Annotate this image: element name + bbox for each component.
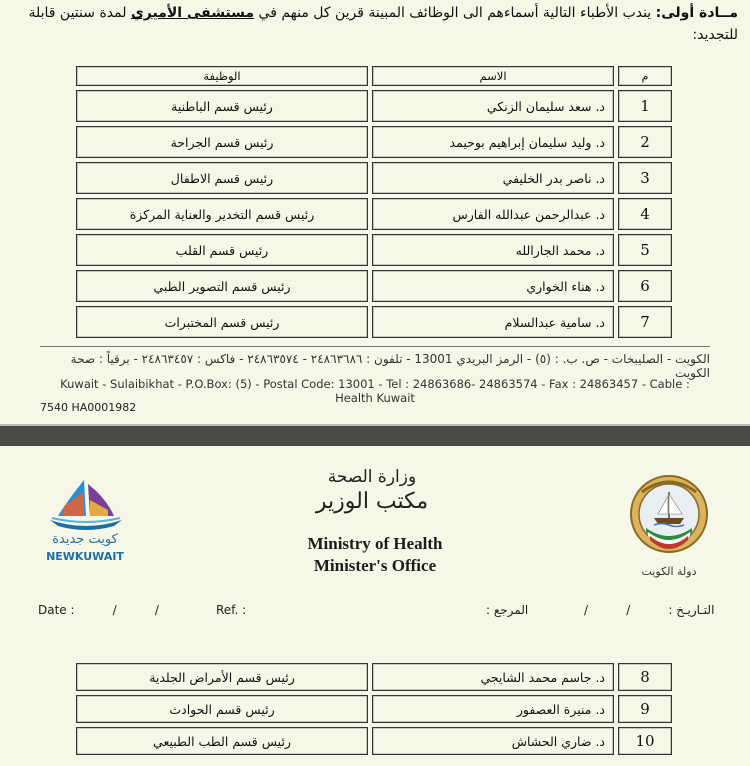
new-kuwait-english-label: NEWKUWAIT <box>46 550 124 563</box>
assignments-table-continued <box>72 659 676 759</box>
table-row <box>76 663 672 691</box>
row-name: د. محمد الجارالله <box>372 234 614 266</box>
row-num: 9 <box>618 695 672 723</box>
table-row <box>76 270 672 302</box>
row-name: د. منيرة العصفور <box>372 695 614 723</box>
header-num: م <box>618 66 672 86</box>
row-name: د. سعد سليمان الزنكي <box>372 90 614 122</box>
header-job: الوظيفة <box>76 66 368 86</box>
row-job: رئيس قسم الحوادث <box>76 695 368 723</box>
ref-field-english: Ref. : <box>216 603 247 617</box>
header-name: الاسم <box>372 66 614 86</box>
row-num: 5 <box>618 234 672 266</box>
article-one-paragraph <box>12 2 738 46</box>
ministry-english: Ministry of Health <box>307 534 443 553</box>
article-text-end: لمدة سنتين قابلة للتجديد: <box>28 5 738 43</box>
table-row <box>76 234 672 266</box>
row-job: رئيس قسم القلب <box>76 234 368 266</box>
row-job: رئيس قسم التخدير والعناية المركزة <box>76 198 368 230</box>
table-row <box>76 126 672 158</box>
date-field-arabic: التـاريـخ : / / <box>584 603 715 617</box>
table-row <box>76 727 672 755</box>
new-kuwait-arabic-label: كويت جديدة <box>52 532 118 547</box>
row-num: 8 <box>618 663 672 691</box>
ministry-arabic: وزارة الصحة <box>327 467 417 487</box>
minister-office-english: Minister's Office <box>313 556 437 575</box>
row-name: د. عبدالرحمن عبدالله الفارس <box>372 198 614 230</box>
row-name: د. سامية عبدالسلام <box>372 306 614 338</box>
date-field-english: Date : / / <box>38 603 159 617</box>
new-kuwait-logo-icon <box>42 476 128 532</box>
state-of-kuwait-label: دولة الكويت <box>641 565 697 578</box>
row-num: 4 <box>618 198 672 230</box>
table-row <box>76 162 672 194</box>
table-row <box>76 90 672 122</box>
row-job: رئيس قسم الأمراض الجلدية <box>76 663 368 691</box>
row-num: 1 <box>618 90 672 122</box>
table-row <box>76 198 672 230</box>
form-code: 7540 HA0001982 <box>40 401 137 414</box>
footer-address-arabic: الكويت - الصليبخات - ص. ب. : (٥) - الرمز البريدي 13001 - تلفون : ٢٤٨٦٣٦٨٦ - ٢٤٨٦٣٥٧٤ - فاكس : ٢٤٨٦٣٤٥٧ - برقياً : صحة الكويت <box>70 352 710 380</box>
row-num: 7 <box>618 306 672 338</box>
ref-field-arabic: المرجع : <box>486 603 529 617</box>
row-name: د. ضاري الحشاش <box>372 727 614 755</box>
row-job: رئيس قسم الباطنية <box>76 90 368 122</box>
row-num: 3 <box>618 162 672 194</box>
table-row <box>76 695 672 723</box>
hospital-name: مستشفى الأميري <box>130 5 255 21</box>
row-name: د. وليد سليمان إبراهيم بوحيمد <box>372 126 614 158</box>
row-job: رئيس قسم المختبرات <box>76 306 368 338</box>
row-num: 2 <box>618 126 672 158</box>
row-num: 10 <box>618 727 672 755</box>
row-name: د. هناء الخواري <box>372 270 614 302</box>
minister-office-arabic: مكتب الوزير <box>315 489 429 514</box>
row-name: د. جاسم محمد الشايجي <box>372 663 614 691</box>
kuwait-emblem-icon <box>628 470 710 564</box>
row-job: رئيس قسم الطب الطبيعي <box>76 727 368 755</box>
article-text-start: يندب الأطباء التالية أسماءهم الى الوظائف المبينة قرين كل منهم في <box>254 5 656 21</box>
table-header-row <box>76 66 672 86</box>
row-job: رئيس قسم الاطفال <box>76 162 368 194</box>
footer-divider <box>40 346 710 347</box>
article-label: مــادة أولى: <box>655 5 738 21</box>
row-num: 6 <box>618 270 672 302</box>
ministry-arabic-heading <box>292 466 452 516</box>
row-job: رئيس قسم التصوير الطبي <box>76 270 368 302</box>
table-row <box>76 306 672 338</box>
row-job: رئيس قسم الجراحة <box>76 126 368 158</box>
assignments-table <box>72 62 676 342</box>
row-name: د. ناصر بدر الخليفي <box>372 162 614 194</box>
footer-address-english: Kuwait - Sulaibikhat - P.O.Box: (5) - Postal Code: 13001 - Tel : 24863686- 24863574 - Fax : 24863457 - Cable : Health Kuwait <box>60 377 690 405</box>
